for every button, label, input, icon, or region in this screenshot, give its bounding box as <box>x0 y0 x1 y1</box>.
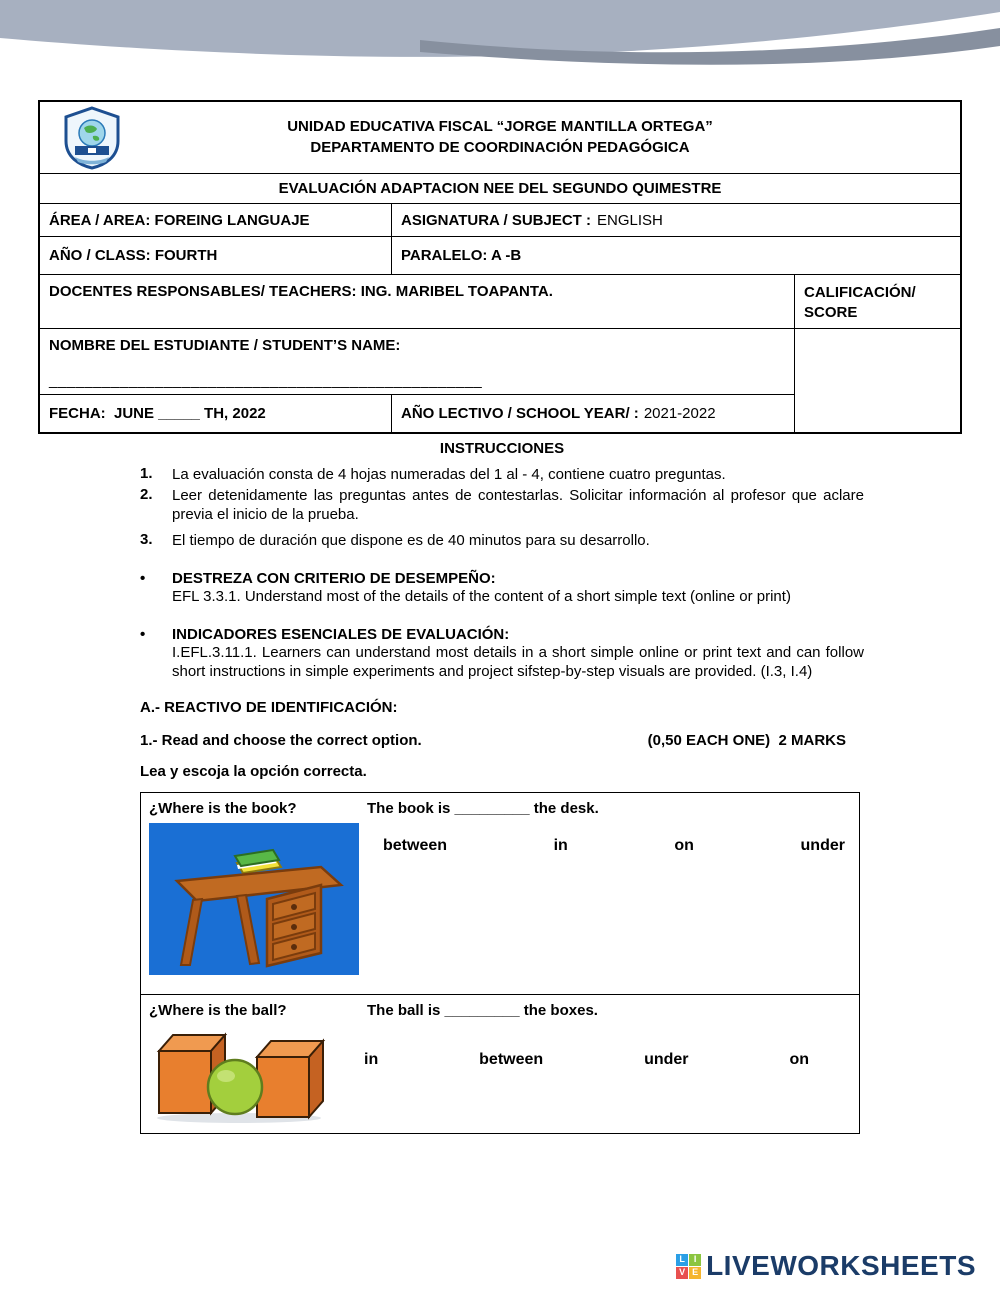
subject-label: ASIGNATURA / SUBJECT : <box>401 211 592 229</box>
option-under[interactable]: under <box>644 1051 689 1069</box>
area-label: ÁREA / AREA: FOREING LANGUAJE <box>49 211 310 229</box>
icon-letter-e: E <box>689 1267 701 1279</box>
instruction-text: Leer detenidamente las preguntas antes de contestarlas. Solicitar información al profesor que aclare previa el inicio de la prueba. <box>172 487 864 524</box>
option-on[interactable]: on <box>674 837 694 855</box>
bullet-icon: • <box>140 569 146 587</box>
criteria-title: DESTREZA CON CRITERIO DE DESEMPEÑO: <box>172 569 496 587</box>
ball-between-boxes-image <box>149 1025 334 1125</box>
indicators-body: I.EFL.3.11.1. Learners can understand most details in a short simple online or print text and can follow short instructions in simple experiments and project sifstep-by-step visuals are provided. (I.3, I.4) <box>172 643 864 681</box>
question-2-sentence: The ball is _________ the boxes. <box>367 1002 598 1020</box>
school-year-value: 2021-2022 <box>643 405 716 422</box>
subject-cell <box>392 204 960 237</box>
instruction-item <box>140 465 864 484</box>
table-header-row <box>40 102 960 174</box>
question-1-text: ¿Where is the book? <box>149 800 297 818</box>
icon-letter-l: L <box>676 1254 688 1266</box>
marks-label: (0,50 EACH ONE) 2 MARKS <box>647 732 846 750</box>
evaluation-title: EVALUACIÓN ADAPTACION NEE DEL SEGUNDO QUIMESTRE <box>278 180 722 197</box>
parallel-cell <box>392 237 960 275</box>
question-2-text: ¿Where is the ball? <box>149 1002 287 1020</box>
school-year-label: AÑO LECTIVO / SCHOOL YEAR/ : <box>401 405 639 422</box>
desk-with-book-image <box>149 823 359 975</box>
student-name-cell <box>40 329 795 395</box>
instruction-item <box>140 486 864 524</box>
student-name-label: NOMBRE DEL ESTUDIANTE / STUDENT’S NAME: <box>49 337 401 354</box>
icon-letter-i: I <box>689 1254 701 1266</box>
exercise-box <box>140 792 860 1134</box>
class-label: AÑO / CLASS: FOURTH <box>49 247 218 264</box>
liveworksheets-brand[interactable] <box>676 1250 976 1282</box>
evaluation-title-cell <box>40 174 960 204</box>
option-between[interactable]: between <box>479 1051 544 1069</box>
question-2-options <box>334 1025 851 1125</box>
instruction-number: 2. <box>140 486 153 504</box>
question-1-section <box>141 793 859 995</box>
question-1-sentence: The book is _________ the desk. <box>367 800 599 818</box>
header-table <box>38 100 962 434</box>
school-year-cell <box>392 395 795 432</box>
instruction-text: El tiempo de duración que dispone es de 40 minutos para su desarrollo. <box>172 531 650 549</box>
school-name: UNIDAD EDUCATIVA FISCAL “JORGE MANTILLA ORTEGA” <box>287 118 713 136</box>
option-in[interactable]: in <box>553 837 568 855</box>
instruction-number: 3. <box>140 530 153 548</box>
school-logo <box>62 106 122 170</box>
top-swoosh-decoration <box>0 0 1000 90</box>
option-on[interactable]: on <box>789 1051 809 1069</box>
section-a-heading: A.- REACTIVO DE IDENTIFICACIÓN: <box>140 699 398 717</box>
question-1-options <box>359 823 851 975</box>
instruction-number: 1. <box>140 465 153 482</box>
area-cell <box>40 204 392 237</box>
question-instruction: 1.- Read and choose the correct option. <box>140 732 422 750</box>
score-label-cell <box>795 275 960 329</box>
option-in[interactable]: in <box>364 1051 379 1069</box>
criteria-bullet <box>140 570 864 606</box>
question-instruction-row <box>140 732 864 749</box>
class-cell <box>40 237 392 275</box>
score-entry-box <box>795 329 960 432</box>
option-under[interactable]: under <box>800 837 845 855</box>
liveworksheets-wordmark: LIVEWORKSHEETS <box>706 1250 976 1281</box>
parallel-label: PARALELO: A -B <box>401 247 522 264</box>
instruction-text: La evaluación consta de 4 hojas numeradas del 1 al - 4, contiene cuatro preguntas. <box>172 466 726 483</box>
department-name: DEPARTAMENTO DE COORDINACIÓN PEDAGÓGICA <box>310 138 690 156</box>
question-2-section <box>141 995 859 1133</box>
score-label-line2: SCORE <box>804 304 858 322</box>
option-between[interactable]: between <box>383 837 448 855</box>
teachers-label: DOCENTES RESPONSABLES/ TEACHERS: ING. MARIBEL TOAPANTA. <box>49 283 553 300</box>
instruction-item <box>140 531 864 550</box>
subject-value: ENGLISH <box>597 211 663 229</box>
score-label-line1: CALIFICACIÓN/ <box>804 284 916 301</box>
bullet-icon: • <box>140 625 146 643</box>
document-body <box>140 440 864 1134</box>
criteria-body: EFL 3.3.1. Understand most of the details of the content of a short simple text (online or print) <box>172 587 791 605</box>
instructions-title: INSTRUCCIONES <box>439 440 565 457</box>
spanish-instruction: Lea y escoja la opción correcta. <box>140 763 367 781</box>
teachers-cell <box>40 275 795 329</box>
student-name-blank: _________________________________________________ <box>49 372 483 389</box>
date-cell <box>40 395 392 432</box>
liveworksheets-icon <box>676 1254 701 1279</box>
indicators-bullet <box>140 626 864 681</box>
icon-letter-v: V <box>676 1267 688 1279</box>
date-label: FECHA: JUNE _____ TH, 2022 <box>49 405 266 422</box>
indicators-title: INDICADORES ESENCIALES DE EVALUACIÓN: <box>172 625 510 643</box>
